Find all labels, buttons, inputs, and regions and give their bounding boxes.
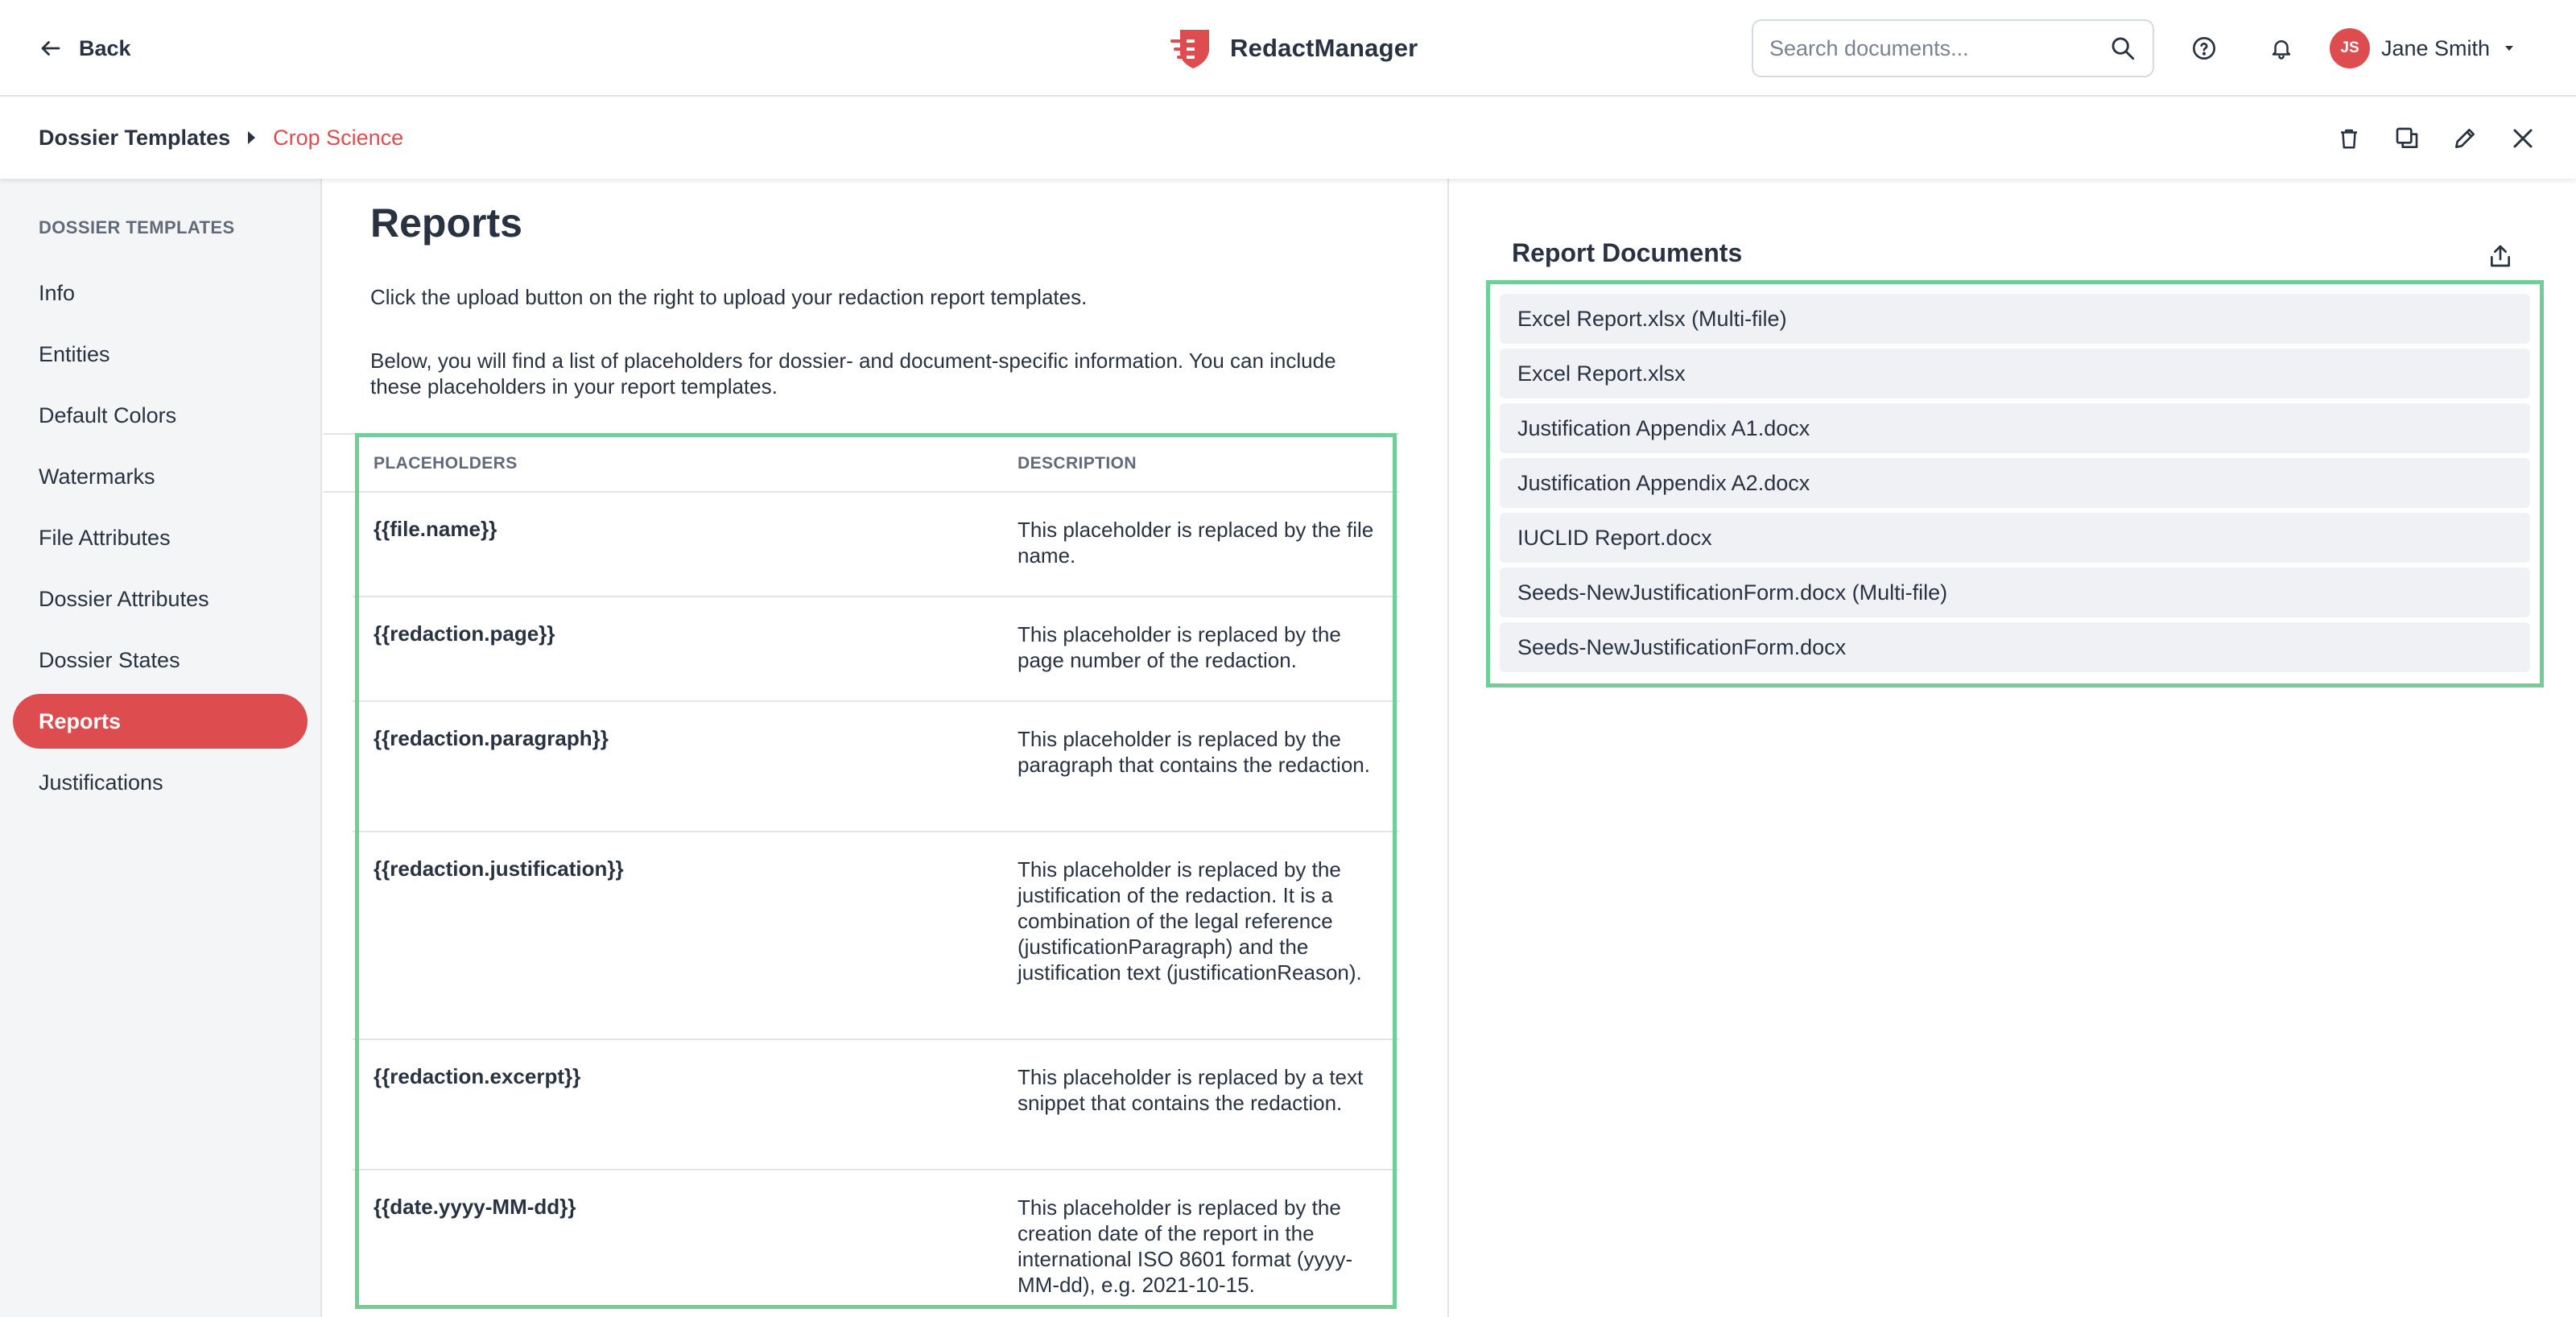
sidebar-item-info[interactable]: Info — [39, 280, 76, 305]
help-icon — [2191, 35, 2217, 61]
table-row — [353, 597, 1399, 702]
caret-down-icon — [2501, 40, 2517, 56]
placeholder-name: {{redaction.justification}} — [374, 857, 624, 881]
sidebar-item-reports[interactable]: Reports — [13, 694, 308, 749]
placeholder-name: {{redaction.paragraph}} — [374, 726, 609, 750]
sidebar-item-default-colors[interactable]: Default Colors — [39, 403, 177, 427]
column-header-description: DESCRIPTION — [1018, 454, 1137, 473]
bell-icon — [2269, 35, 2293, 61]
sidebar-item-justifications[interactable]: Justifications — [39, 770, 163, 795]
clone-template-button[interactable] — [2389, 121, 2425, 156]
table-row — [353, 1040, 1399, 1170]
breadcrumb — [39, 121, 403, 155]
back-button[interactable] — [39, 31, 131, 66]
edit-template-button[interactable] — [2447, 121, 2483, 156]
table-row — [353, 493, 1399, 597]
app-name: RedactManager — [1230, 34, 1418, 62]
sidebar-item-dossier-attributes[interactable]: Dossier Attributes — [39, 586, 209, 611]
page-title: Reports — [370, 200, 522, 246]
report-documents-list — [1486, 280, 2544, 687]
arrow-left-icon — [39, 36, 63, 60]
placeholder-name: {{redaction.excerpt}} — [374, 1064, 581, 1088]
user-name: Jane Smith — [2381, 35, 2491, 60]
upload-icon — [2487, 243, 2513, 269]
close-icon — [2511, 126, 2535, 151]
search-icon[interactable] — [2109, 35, 2136, 62]
report-documents-title: Report Documents — [1512, 238, 1743, 267]
placeholder-description: This placeholder is replaced by the file name. — [1018, 518, 1374, 568]
placeholder-description: This placeholder is replaced by a text snippet that contains the redaction. — [1018, 1065, 1364, 1115]
copy-icon — [2394, 126, 2420, 151]
placeholder-name: {{file.name}} — [374, 517, 497, 541]
user-menu[interactable] — [2330, 27, 2517, 69]
avatar: JS — [2330, 28, 2370, 68]
placeholder-description: This placeholder is replaced by the paragraph that contains the redaction. — [1018, 727, 1370, 777]
sidebar-item-watermarks[interactable]: Watermarks — [39, 464, 155, 489]
notifications-button[interactable] — [2264, 31, 2299, 66]
back-label: Back — [79, 35, 131, 60]
report-document-item[interactable]: Seeds-NewJustificationForm.docx (Multi-file) — [1500, 568, 2530, 617]
close-button[interactable] — [2505, 121, 2541, 156]
reports-main — [324, 179, 1431, 1317]
report-document-item[interactable]: Justification Appendix A1.docx — [1500, 403, 2530, 453]
search-box[interactable] — [1752, 19, 2154, 77]
app-logo[interactable] — [1169, 23, 1418, 74]
help-button[interactable] — [2186, 31, 2222, 66]
placeholder-description: This placeholder is replaced by the page number of the redaction. — [1018, 622, 1341, 672]
placeholder-name: {{redaction.page}} — [374, 621, 555, 646]
sidebar-item-dossier-states[interactable]: Dossier States — [39, 647, 180, 672]
report-document-item[interactable]: IUCLID Report.docx — [1500, 513, 2530, 563]
upload-report-button[interactable] — [2484, 240, 2516, 272]
report-document-item[interactable]: Justification Appendix A2.docx — [1500, 458, 2530, 508]
breadcrumb-current[interactable]: Crop Science — [273, 125, 404, 150]
placeholder-description: This placeholder is replaced by the creation date of the report in the international ISO 8601 format (yyyy-MM-dd), e.g. 2021-10-15. — [1018, 1195, 1353, 1297]
column-header-placeholders: PLACEHOLDERS — [374, 454, 518, 473]
top-bar — [0, 0, 2576, 97]
search-input[interactable] — [1769, 36, 2109, 61]
template-actions — [2331, 121, 2541, 156]
trash-icon — [2337, 126, 2361, 151]
intro-text-upload: Click the upload button on the right to upload your redaction report templates. — [370, 285, 1088, 309]
pencil-icon — [2452, 126, 2478, 151]
sidebar-item-entities[interactable]: Entities — [39, 341, 110, 366]
table-header — [324, 435, 1399, 493]
placeholder-name: {{date.yyyy-MM-dd}} — [374, 1195, 576, 1219]
sidebar-heading: DOSSIER TEMPLATES — [39, 217, 235, 237]
report-document-item[interactable]: Excel Report.xlsx — [1500, 349, 2530, 398]
table-row — [353, 702, 1399, 832]
breadcrumb-dossier-templates[interactable]: Dossier Templates — [39, 125, 231, 150]
sidebar-item-file-attributes[interactable]: File Attributes — [39, 525, 171, 550]
placeholder-description: This placeholder is replaced by the justification of the redaction. It is a combination of the legal reference (justificationParagraph) and the justification text (justificationReason). — [1018, 857, 1362, 985]
table-row — [353, 832, 1399, 1040]
table-row — [353, 1170, 1399, 1317]
breadcrumb-separator-icon — [248, 131, 255, 144]
redact-shield-icon — [1169, 25, 1216, 72]
intro-text-placeholders: Below, you will find a list of placeholders for dossier- and document-specific information. You can include these placeholders in your report templates. — [370, 349, 1336, 398]
delete-template-button[interactable] — [2331, 121, 2367, 156]
report-document-item[interactable]: Excel Report.xlsx (Multi-file) — [1500, 294, 2530, 344]
breadcrumb-bar — [0, 97, 2576, 179]
report-document-item[interactable]: Seeds-NewJustificationForm.docx — [1500, 622, 2530, 672]
sidebar — [0, 179, 322, 1317]
